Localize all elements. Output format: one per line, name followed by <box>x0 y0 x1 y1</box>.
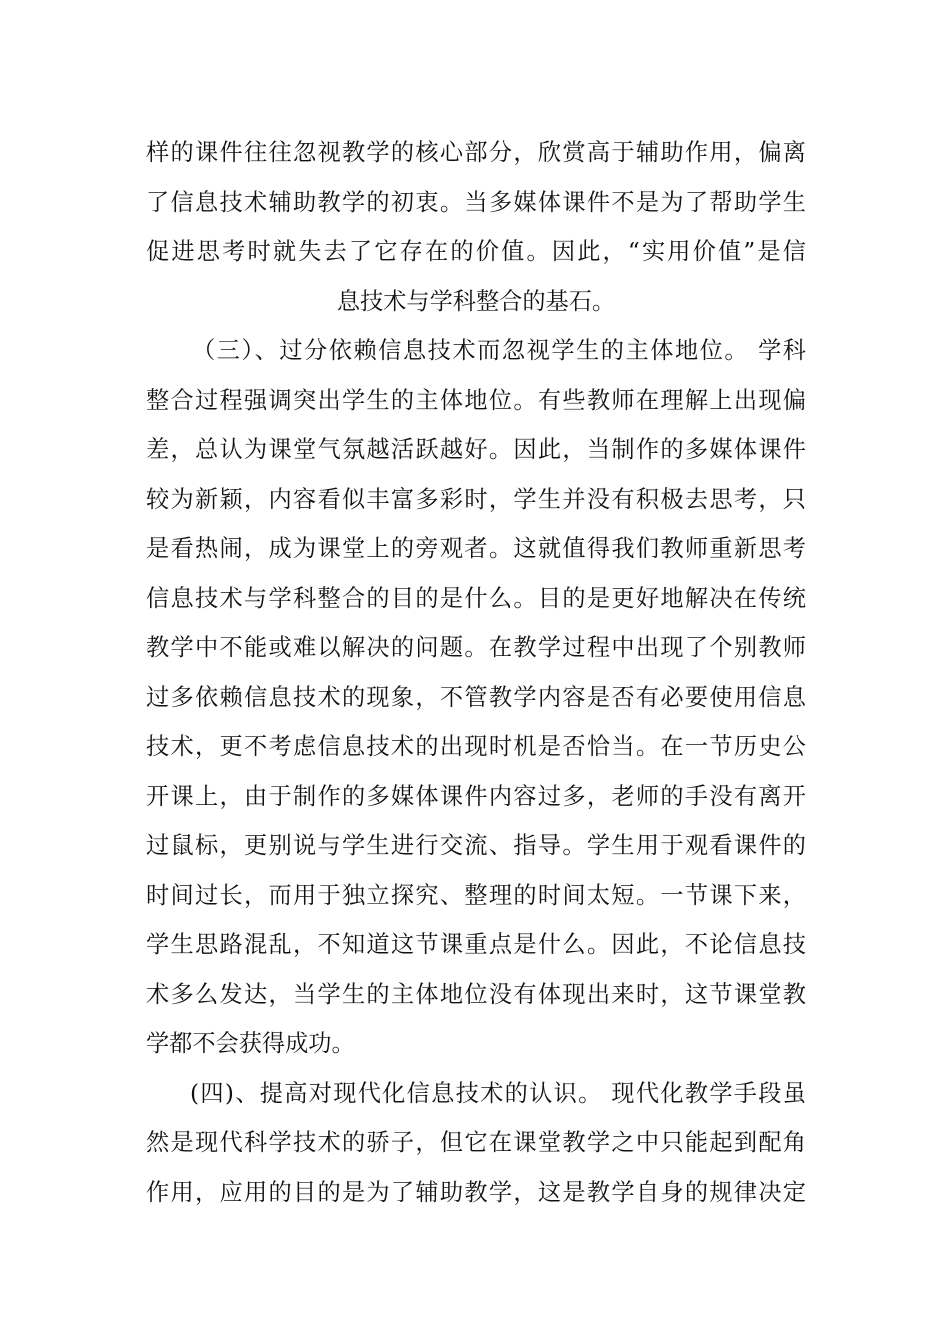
text-line: 教学中不能或难以解决的问题。在教学过程中出现了个别教师 <box>146 634 806 661</box>
text-line: 信息技术与学科整合的目的是什么。目的是更好地解决在传统 <box>146 584 806 612</box>
text-line: 是看热闹，成为课堂上的旁观者。这就值得我们教师重新思考 <box>146 535 806 562</box>
text-line: 然是现代科学技术的骄子，但它在课堂教学之中只能起到配角 <box>146 1129 806 1156</box>
text-line: 促进思考时就失去了它存在的价值。因此，“实用价值”是信 <box>146 238 806 265</box>
text-line: 时间过长，而用于独立探究、整理的时间太短。一节课下来， <box>146 881 806 909</box>
text-line: 作用，应用的目的是为了辅助教学，这是教学自身的规律决定 <box>146 1178 806 1206</box>
text-line: 息技术与学科整合的基石。 <box>336 287 616 315</box>
text-line: 过鼠标，更别说与学生进行交流、指导。学生用于观看课件的 <box>146 832 806 859</box>
text-line: 较为新颖，内容看似丰富多彩时，学生并没有积极去思考，只 <box>146 485 806 513</box>
text-line: 术多么发达，当学生的主体地位没有体现出来时，这节课堂教 <box>146 980 806 1008</box>
text-line: 学生思路混乱，不知道这节课重点是什么。因此，不论信息技 <box>146 931 806 958</box>
text-line: 样的课件往往忽视教学的核心部分，欣赏高于辅助作用，偏离 <box>146 139 806 166</box>
text-line: 技术，更不考虑信息技术的出现时机是否恰当。在一节历史公 <box>146 733 806 760</box>
body-text <box>146 128 806 1217</box>
section-heading-line: （三）、过分依赖信息技术而忽视学生的主体地位。 学科 <box>192 337 806 364</box>
text-line: 了信息技术辅助教学的初衷。当多媒体课件不是为了帮助学生 <box>146 188 806 216</box>
text-line: 整合过程强调突出学生的主体地位。有些教师在理解上出现偏 <box>146 386 806 414</box>
text-line: 学都不会获得成功。 <box>146 1030 355 1057</box>
text-line: 过多依赖信息技术的现象，不管教学内容是否有必要使用信息 <box>146 683 806 711</box>
text-line: 差，总认为课堂气氛越活跃越好。因此，当制作的多媒体课件 <box>146 436 806 463</box>
section-heading-line: (四)、提高对现代化信息技术的认识。 现代化教学手段虽 <box>190 1079 806 1107</box>
text-line: 开课上，由于制作的多媒体课件内容过多，老师的手没有离开 <box>146 782 806 810</box>
